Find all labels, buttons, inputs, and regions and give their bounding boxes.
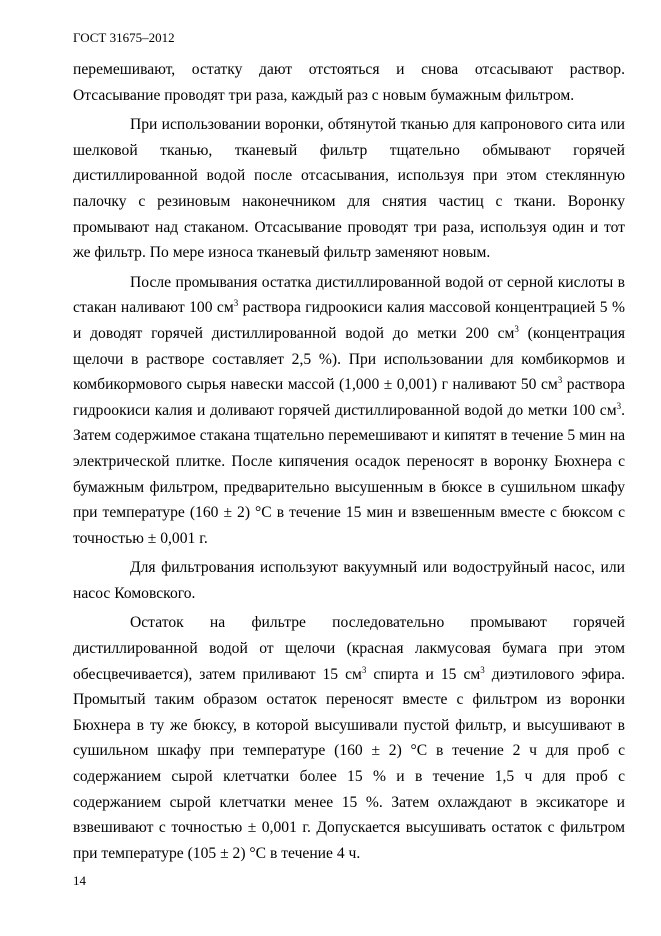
superscript: 3: [233, 298, 239, 309]
text-span: После промывания остатка дистиллированной водой от серной кислоты в стакан наливают 100 см: [73, 273, 625, 317]
paragraph-5: [73, 610, 625, 866]
text-span: Остаток на фильтре последовательно промывают горячей дистиллированной водой от щелочи (красная лакмусовая бумага при этом обесцвечивается), затем приливают 15 см: [73, 614, 625, 683]
paragraph-4: Для фильтрования используют вакуумный или водоструйный насос, или насос Комовского.: [73, 559, 625, 602]
text-span: . Затем содержимое стакана тщательно перемешивают и кипятят в течение 5 мин на электрической плитке. После кипячения осадок переносят в воронку Бюхнера с бумажным фильтром, предварительно высушенным в бюксе в сушильном шкафу при температуре (160 ± 2) °С в течение 15 мин и взвешенным вместе с бюксом с точностью ± 0,001 г.: [73, 401, 625, 547]
paragraph-3: [73, 270, 625, 552]
text-span: диэтилового эфира. Промытый таким образом остаток переносят вместе с фильтром из воронки Бюхнера в ту же бюксу, в которой высушивали пустой фильтр, и высушивают в сушильном шкафу при температуре (160 ± 2) °С в течение 2 ч для проб с содержанием сырой клетчатки более 15 % и в течение 1,5 ч для проб с содержанием сырой клетчатки менее 15 %. Затем охлаждают в эксикаторе и взвешивают с точностью ± 0,001 г. Допускается высушивать остаток с фильтром при температуре (105 ± 2) °С в течение 4 ч.: [73, 665, 625, 862]
page-number: 14: [73, 873, 86, 888]
paragraph-2: При использовании воронки, обтянутой тканью для капронового сита или шелковой тканью, тканевый фильтр тщательно обмывают горячей дистиллированной водой после отсасывания, используя при этом стеклянную палочку с резиновым наконечником для снятия частиц с ткани. Воронку промывают над стаканом. Отсасывание проводят три раза, используя один и тот же фильтр. По мере износа тканевый фильтр заменяют новым.: [73, 116, 625, 262]
superscript: 3: [514, 323, 519, 334]
paragraph-1: перемешивают, остатку дают отстояться и снова отсасывают раствор. Отсасывание проводят три раза, каждый раз с новым бумажным фильтром.: [73, 61, 625, 104]
superscript: 3: [361, 664, 367, 675]
document-header: [73, 30, 175, 46]
superscript: 3: [557, 375, 563, 386]
superscript: 3: [616, 400, 622, 411]
document-body: [73, 57, 625, 866]
superscript: 3: [480, 664, 485, 675]
text-span: раствора гидроокиси калия массовой концентрацией 5 % и доводят горячей дистиллированной водой до метки 200 см: [73, 299, 625, 342]
text-span: раствора гидроокиси калия и доливают горячей дистиллированной водой до метки 100 см: [73, 376, 625, 419]
standard-number: ГОСТ 31675–2012: [73, 30, 175, 45]
text-span: спирта и 15 см: [366, 665, 481, 683]
text-span: (концентрация щелочи в растворе составляет 2,5 %). При использовании для комбикормов и комбикормового сырья навески массой (1,000 ± 0,001) г наливают 50 см: [73, 324, 625, 394]
